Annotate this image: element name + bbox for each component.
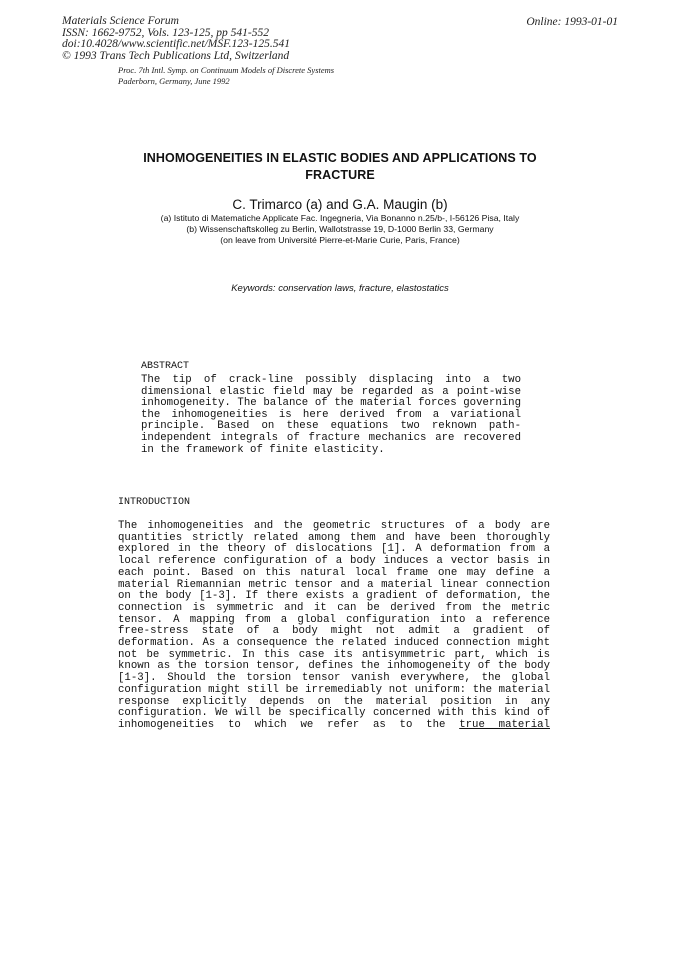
introduction-body xyxy=(118,521,550,732)
online-date: Online: 1993-01-01 xyxy=(526,16,618,28)
issn-line: ISSN: 1662-9752, Vols. 123-125, pp 541-552 xyxy=(62,26,269,39)
underlined-phrase: true material xyxy=(459,718,550,731)
authors: C. Trimarco (a) and G.A. Maugin (b) xyxy=(232,197,448,212)
title-line-1: INHOMOGENEITIES IN ELASTIC BODIES AND APPLICATIONS TO xyxy=(143,151,537,165)
proceedings-info xyxy=(118,65,334,86)
affiliations xyxy=(95,213,585,246)
paper-title xyxy=(110,150,570,184)
affiliation-b: (b) Wissenschaftskolleg zu Berlin, Wallotstrasse 19, D-1000 Berlin 33, Germany xyxy=(186,224,494,234)
affiliation-a: (a) Istituto di Matematiche Applicate Fac. Ingegneria, Via Bonanno n.25/b-, I-56126 Pisa, Italy xyxy=(160,213,520,223)
abstract-heading: ABSTRACT xyxy=(141,361,190,372)
keywords: Keywords: conservation laws, fracture, elastostatics xyxy=(231,283,449,294)
affiliation-b-note: (on leave from Université Pierre-et-Marie Curie, Paris, France) xyxy=(220,235,460,245)
introduction-heading: INTRODUCTION xyxy=(118,497,191,508)
journal-name: Materials Science Forum xyxy=(62,15,179,27)
title-line-2: FRACTURE xyxy=(305,168,375,182)
journal-metadata xyxy=(62,16,290,62)
copyright-line: © 1993 Trans Tech Publications Ltd, Switzerland xyxy=(62,49,290,62)
doi-line: doi:10.4028/www.scientific.net/MSF.123-125.541 xyxy=(62,38,290,51)
proceedings-line-2: Paderborn, Germany, June 1992 xyxy=(118,75,230,86)
introduction-text: The inhomogeneities and the geometric structures of a body are quantities strictly related among them and have been thoroughly explored in the theory of dislocations [1]. A deformation from a local reference configuration of a body induces a vector basis in each point. Based on this natural local frame one may define a material Riemannian metric tensor and a material linear connection on the body [1-3]. If there exists a gradient of deformation, the connection is symmetric and it can be derived from the metric tensor. A mapping from a global configuration into a reference free-stress state of a body might not admit a gradient of deformation. As a consequence the related induced connection might not be symmetric. In this case its antisymmetric part, which is known as the torsion tensor, defines the inhomogeneity of the body [1-3]. Should the torsion tensor vanish everywhere, the global configuration might still be irremediably not uniform: the material response explicitly depends on the material position in any configuration. We will be specifically concerned with this kind of inhomogeneities to which we refer as to the xyxy=(118,520,550,731)
abstract-body: The tip of crack-line possibly displacing into a two dimensional elastic field may be regarded as a point-wise inhomogeneity. The balance of the material forces governing the inhomogeneities is here derived from a variational principle. Based on these equations two reknown path-independent integrals of fracture mechanics are recovered in the framework of finite elasticity. xyxy=(141,374,521,456)
proceedings-line-1: Proc. 7th Intl. Symp. on Continuum Models of Discrete Systems xyxy=(118,65,335,75)
